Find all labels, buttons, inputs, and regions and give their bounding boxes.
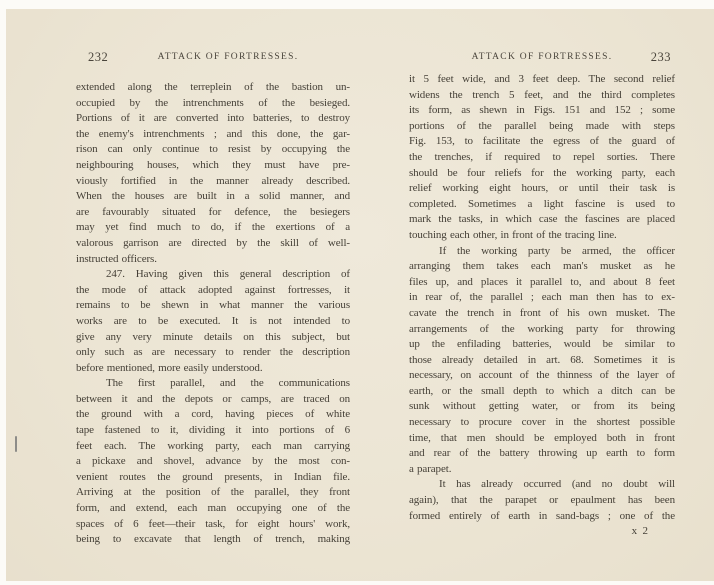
text-line: x 2	[631, 525, 649, 538]
text-line: extended along the terreplein of the bastion un-	[76, 81, 350, 93]
left-page-text	[76, 80, 350, 548]
text-line: are favourably situated for defence, the besiegers	[76, 205, 350, 218]
text-line: only such as are necessary to render the description	[76, 346, 350, 359]
text-line: remains to be shewn in what manner the various	[76, 299, 350, 312]
text-line: files up, and places it parallel to, and about 8 feet	[409, 275, 675, 288]
text-line: those already detailed in art. 68. Sometimes it is	[409, 353, 675, 366]
text-line: Portions of it are converted into batteries, to destroy	[76, 112, 350, 125]
text-line: venient routes the ground presents, in Indian file.	[76, 470, 350, 483]
text-line: Fig. 153, to facilitate the egress of the guard of	[409, 135, 675, 148]
text-line: up the enfilading batteries, would be similar to	[409, 338, 675, 351]
text-line: should be four reliefs for the working party, each	[409, 166, 675, 179]
text-line: give any very minute details on this subject, but	[76, 330, 350, 343]
right-page	[409, 52, 675, 540]
text-line: mark the tasks, in which case the fascines are placed	[409, 213, 675, 226]
right-running-header: ATTACK OF FORTRESSES.	[471, 52, 613, 62]
text-line: form, and extend, each man occupying one of the	[76, 502, 350, 515]
text-line: widens the trench 5 feet, and the third completes	[409, 88, 675, 101]
text-line: formed entirely of earth in sand-bags ; one of the	[409, 509, 675, 522]
text-line: It has already occurred (and no doubt will	[439, 478, 675, 491]
left-page-number: 232	[88, 50, 109, 64]
text-line: viously fortified in the manner already described.	[76, 174, 350, 187]
left-page	[76, 52, 350, 548]
text-line: portions of the parallel being made with steps	[409, 119, 675, 132]
text-line: before mentioned, more easily understood.	[76, 361, 263, 374]
left-page-header	[76, 52, 350, 68]
text-line: the ground with a cord, having pieces of white	[76, 408, 350, 421]
text-line: the mode of attack adopted against fortresses, it	[76, 283, 350, 296]
text-line: necessary to procure cover in the shortest possible	[409, 416, 675, 429]
right-page-text	[409, 72, 675, 540]
text-line: occupied by the intrenchments of the besieged.	[76, 96, 350, 109]
text-line: instructed officers.	[76, 252, 157, 265]
text-line: earth, or the small depth to which a ditch can be	[409, 384, 675, 397]
text-line: arrangements of the working party for throwing	[409, 322, 675, 335]
text-line: between it and the depots or camps, are traced on	[76, 392, 350, 405]
text-line: again), that the parapet or epaulment has been	[409, 494, 675, 507]
text-line: completed. Sometimes a light fascine is used to	[409, 197, 675, 210]
text-line: the trenches, if required to repel sorties. There	[409, 150, 675, 163]
text-line: When the houses are built in a solid manner, and	[76, 190, 350, 203]
text-line: a parapet.	[409, 462, 452, 475]
scan-artifact-mark	[15, 436, 17, 452]
page-spread	[6, 9, 714, 581]
text-line: may yet find much to do, if the exertions of a	[76, 221, 350, 234]
text-line: and rear of the battery throwing up earth to form	[409, 447, 675, 460]
text-line: The first parallel, and the communications	[106, 377, 350, 390]
text-line: time, that men should be employed both in front	[409, 431, 675, 444]
left-running-header: ATTACK OF FORTRESSES.	[157, 52, 299, 62]
text-line: If the working party be armed, the officer	[439, 244, 675, 257]
text-line: it 5 feet wide, and 3 feet deep. The second relief	[409, 73, 675, 85]
text-line: cavate the trench in front of his own musket. The	[409, 306, 675, 319]
text-line: works are to be executed. It is not intended to	[76, 314, 350, 327]
text-line: rison can only continue to resist by occupying the	[76, 143, 350, 156]
text-line: its form, as shewn in Figs. 151 and 152 ; some	[409, 104, 675, 117]
text-line: feet each. The working party, each man carrying	[76, 439, 350, 452]
text-line: tape fastened to it, dividing it into portions of 6	[76, 424, 350, 437]
right-page-number: 233	[650, 50, 671, 64]
text-line: the enemy's intrenchments ; and this done, the gar-	[76, 127, 350, 140]
text-line: Arriving at the position of the parallel, they front	[76, 486, 350, 499]
right-page-header	[409, 52, 675, 68]
text-line: neighbouring houses, which they must have pre-	[76, 158, 350, 171]
text-line: touching each other, in front of the tracing line.	[409, 228, 617, 241]
text-line: relief working eight hours, or until their task is	[409, 182, 675, 195]
text-line: necessary, on account of the thinness of the layer of	[409, 369, 675, 382]
text-line: valorous garrison are directed by the skill of well-	[76, 236, 350, 249]
text-line: arranging them takes each man's musket as he	[409, 260, 675, 273]
text-line: sunk without getting water, or from its being	[409, 400, 675, 413]
text-line: 247. Having given this general description of	[106, 268, 350, 281]
text-line: in rear of, the parallel ; each man then has to ex-	[409, 291, 675, 304]
text-line: a pickaxe and shovel, advance by the most con-	[76, 455, 350, 468]
text-line: spaces of 6 feet—their task, for eight hours' work,	[76, 517, 350, 530]
text-line: being to excavate that length of trench, making	[76, 533, 350, 546]
